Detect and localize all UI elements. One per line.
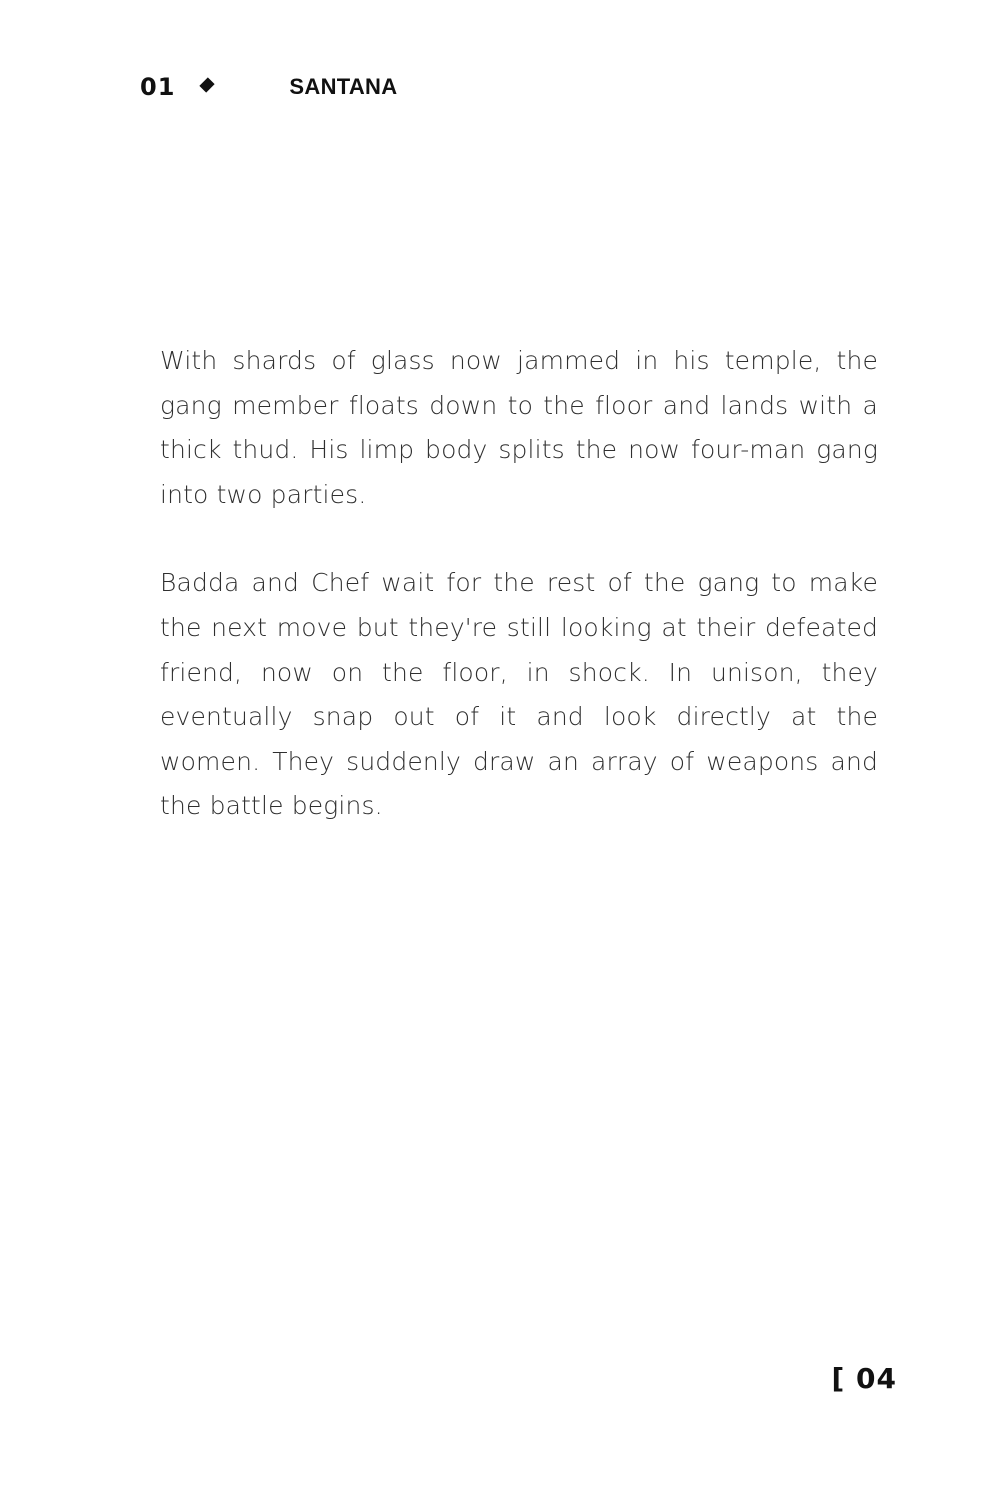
chapter-title: SANTANA [289,74,398,99]
diamond-icon [200,77,215,92]
page-number: [ 04 [831,1362,897,1395]
chapter-number: 01 [140,73,176,101]
paragraph: Badda and Chef wait for the rest of the gang to make the next move but they're still looking at their defeated friend, now on the floor, in shock. In unison, they eventually snap out of it and look directly at the women. They suddenly draw an array of weapons and the battle begins. [160,568,878,821]
running-header [140,70,397,104]
paragraph: With shards of glass now jammed in his temple, the gang member floats down to the floor and lands with a thick thud. His limp body splits the now four-man gang into two parties. [160,346,878,509]
body-text [160,339,878,873]
